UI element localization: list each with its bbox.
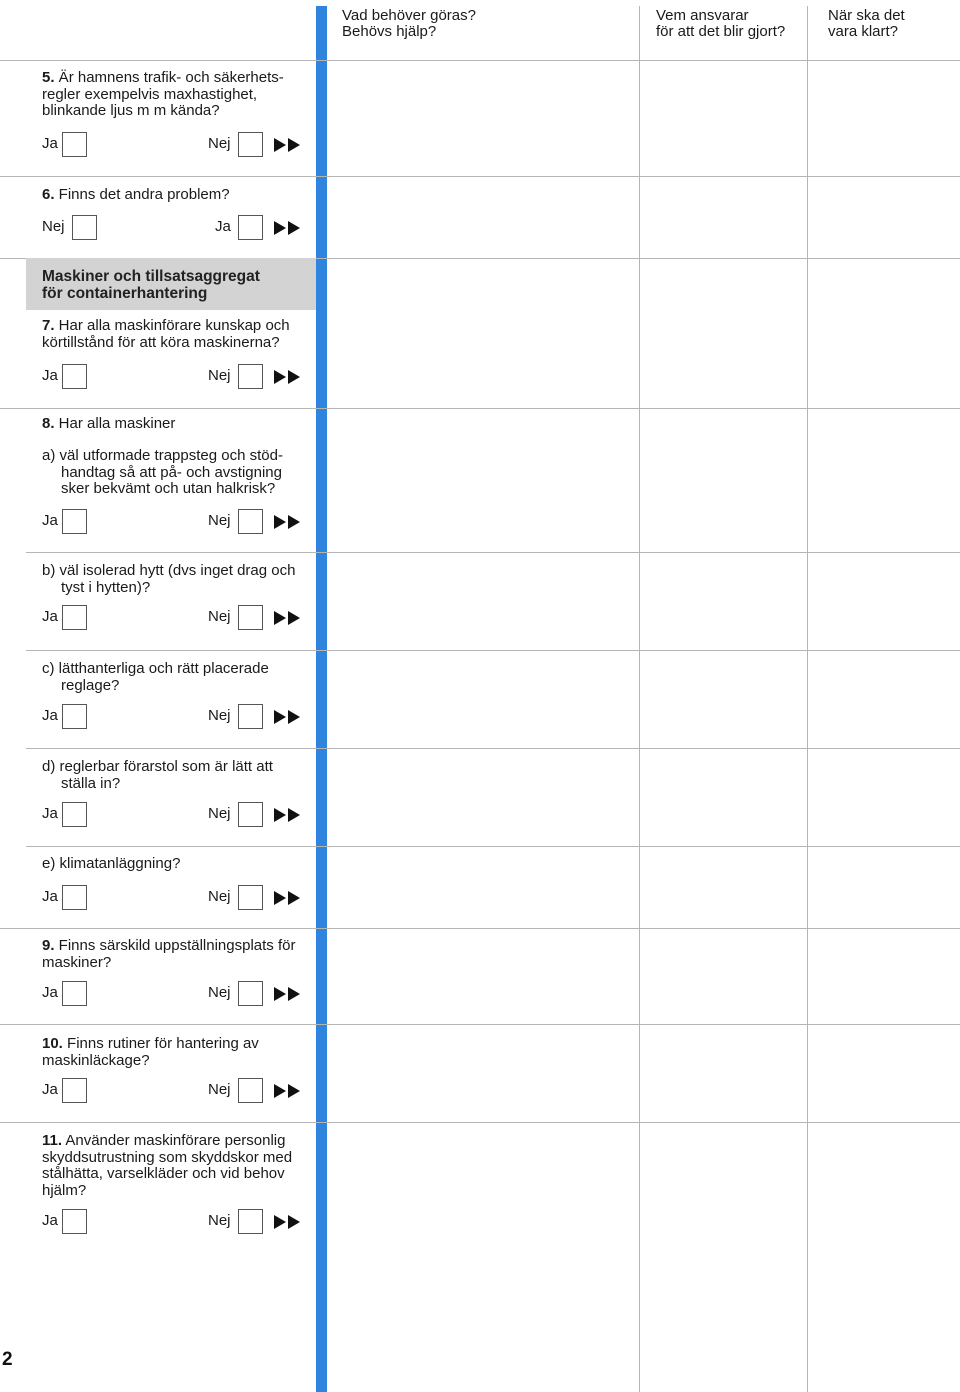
row-divider [26, 552, 960, 553]
answer-row-8e [42, 885, 304, 911]
yes-checkbox[interactable] [62, 885, 87, 910]
double-right-arrow-icon [274, 514, 302, 530]
double-right-arrow-icon [274, 369, 302, 385]
no-checkbox[interactable] [238, 981, 263, 1006]
answer-row-5 [42, 132, 304, 158]
yes-checkbox[interactable] [62, 605, 87, 630]
column-header-what: Vad behöver göras? Behövs hjälp? [342, 7, 476, 40]
yes-label: Ja [42, 1081, 58, 1098]
row-divider [0, 928, 960, 929]
no-label: Nej [208, 984, 231, 1001]
yes-label: Ja [42, 367, 58, 384]
row-divider [0, 176, 960, 177]
page-number: 2 [2, 1349, 13, 1370]
question-8a: a) väl utformade trappsteg och stöd- handtag så att på- och avstigning sker bekvämt och utan halkrisk? [42, 447, 283, 497]
question-11: 11. Använder maskinförare personlig skyddsutrustning som skyddskor med stålhätta, varselkläder och vid behov hjälm? [42, 1132, 293, 1199]
question-8d: d) reglerbar förarstol som är lätt att ställa in? [42, 758, 273, 792]
question-7: 7. Har alla maskinförare kunskap och körtillstånd för att köra maskinerna? [42, 317, 290, 351]
row-divider [0, 1122, 960, 1123]
column-divider [807, 6, 808, 1392]
row-divider [0, 60, 960, 61]
double-right-arrow-icon [274, 807, 302, 823]
question-10: 10. Finns rutiner för hantering av maskinläckage? [42, 1035, 259, 1069]
yes-checkbox[interactable] [62, 132, 87, 157]
column-header-when: När ska det vara klart? [828, 7, 905, 40]
yes-checkbox[interactable] [62, 1209, 87, 1234]
yes-label: Ja [42, 888, 58, 905]
row-divider [0, 408, 960, 409]
yes-checkbox[interactable] [62, 802, 87, 827]
answer-row-7 [42, 364, 304, 390]
yes-label: Ja [42, 805, 58, 822]
blue-margin-rule [316, 6, 327, 1392]
question-8b: b) väl isolerad hytt (dvs inget drag och tyst i hytten)? [42, 562, 296, 596]
no-checkbox[interactable] [238, 605, 263, 630]
no-label: Nej [208, 888, 231, 905]
double-right-arrow-icon [274, 709, 302, 725]
answer-row-8b [42, 605, 304, 631]
yes-checkbox[interactable] [62, 509, 87, 534]
double-right-arrow-icon [274, 986, 302, 1002]
column-divider [639, 6, 640, 1392]
yes-label: Ja [42, 512, 58, 529]
yes-checkbox[interactable] [62, 704, 87, 729]
question-8e: e) klimatanläggning? [42, 855, 181, 872]
row-divider [0, 1024, 960, 1025]
question-9: 9. Finns särskild uppställningsplats för maskiner? [42, 937, 296, 971]
no-label: Nej [208, 1212, 231, 1229]
yes-checkbox[interactable] [62, 981, 87, 1006]
no-checkbox[interactable] [238, 1078, 263, 1103]
answer-row-6 [42, 215, 304, 241]
double-right-arrow-icon [274, 220, 302, 236]
row-divider [26, 650, 960, 651]
double-right-arrow-icon [274, 1083, 302, 1099]
no-label: Nej [208, 367, 231, 384]
yes-checkbox[interactable] [238, 215, 263, 240]
question-6: 6. Finns det andra problem? [42, 186, 230, 203]
no-checkbox[interactable] [72, 215, 97, 240]
double-right-arrow-icon [274, 137, 302, 153]
no-label: Nej [208, 1081, 231, 1098]
answer-row-9 [42, 981, 304, 1007]
no-label: Nej [208, 608, 231, 625]
question-8c: c) lätthanterliga och rätt placerade reglage? [42, 660, 269, 694]
no-checkbox[interactable] [238, 885, 263, 910]
no-checkbox[interactable] [238, 509, 263, 534]
no-label: Nej [42, 218, 65, 235]
answer-row-8c [42, 704, 304, 730]
double-right-arrow-icon [274, 890, 302, 906]
yes-checkbox[interactable] [62, 1078, 87, 1103]
no-checkbox[interactable] [238, 802, 263, 827]
row-divider [26, 748, 960, 749]
no-checkbox[interactable] [238, 704, 263, 729]
answer-row-8d [42, 802, 304, 828]
no-checkbox[interactable] [238, 132, 263, 157]
column-header-who: Vem ansvarar för att det blir gjort? [656, 7, 786, 40]
no-checkbox[interactable] [238, 1209, 263, 1234]
no-checkbox[interactable] [238, 364, 263, 389]
yes-label: Ja [42, 1212, 58, 1229]
yes-label: Ja [42, 608, 58, 625]
answer-row-11 [42, 1209, 304, 1235]
yes-label: Ja [215, 218, 231, 235]
question-8: 8. Har alla maskiner [42, 415, 176, 432]
no-label: Nej [208, 512, 231, 529]
double-right-arrow-icon [274, 610, 302, 626]
question-5: 5. Är hamnens trafik- och säkerhets- regler exempelvis maxhastighet, blinkande ljus m m kända? [42, 69, 284, 119]
double-right-arrow-icon [274, 1214, 302, 1230]
row-divider [26, 846, 960, 847]
yes-checkbox[interactable] [62, 364, 87, 389]
answer-row-10 [42, 1078, 304, 1104]
yes-label: Ja [42, 707, 58, 724]
no-label: Nej [208, 135, 231, 152]
yes-label: Ja [42, 135, 58, 152]
yes-label: Ja [42, 984, 58, 1001]
answer-row-8a [42, 509, 304, 535]
no-label: Nej [208, 805, 231, 822]
section-title: Maskiner och tillsatsaggregat för containerhantering [42, 268, 260, 302]
no-label: Nej [208, 707, 231, 724]
